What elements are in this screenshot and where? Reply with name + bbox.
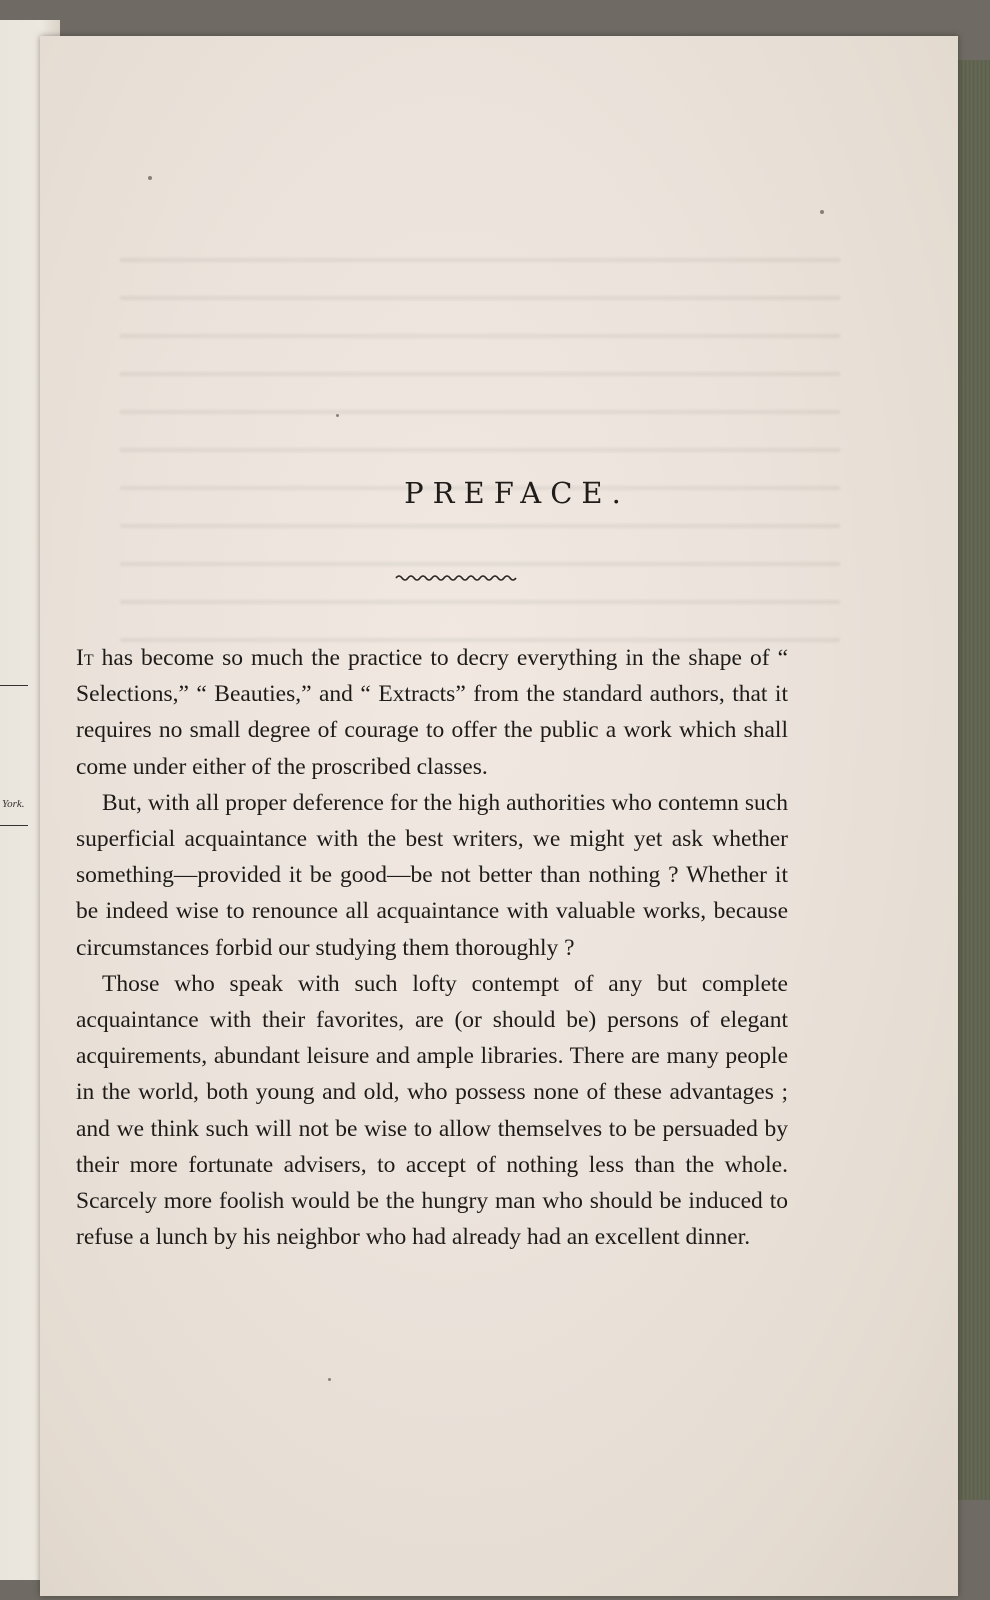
paragraph-2: But, with all proper deference for the high authorities who contemn such superficial acquaintance with the best writers, we might yet ask whether something—provided it be good—be not better than nothing ? Whether it be indeed wise to renounce all acquaintance with valuable works, because circumstances forbid our studying them thoroughly ?: [76, 789, 788, 961]
paragraph-3: Those who speak with such lofty contempt of any but complete acquaintance with their favorites, are (or should be) persons of elegant acquirements, abundant leisure and ample libraries. There are many people in the world, both young and old, who possess none of these advantages ; and we think such will not be wise to allow themselves to be persuaded by their more fortunate advisers, to accept of nothing less than the whole. Scarcely more foolish would be the hungry man who should be induced to refuse a lunch by his neighbor who had already had an excellent dinner.: [76, 970, 788, 1251]
paper-speck: [328, 1378, 331, 1381]
left-page-fragment: York.: [2, 798, 25, 810]
wavy-rule-ornament: [394, 570, 518, 584]
paragraph-1-lead: It: [76, 645, 94, 671]
paper-speck: [336, 414, 339, 417]
preface-body: [76, 640, 788, 1255]
show-through-text: [120, 236, 840, 656]
paper-speck: [820, 210, 824, 214]
page-title: PREFACE.: [404, 476, 630, 510]
left-page-rule-bottom: [0, 825, 28, 826]
paper-speck: [148, 176, 152, 180]
book-page: [40, 36, 958, 1596]
left-page-rule-top: [0, 685, 28, 686]
paragraph-1-text: has become so much the practice to decry everything in the shape of “ Selections,” “ Beauties,” and “ Extracts” from the standard authors, that it requires no small degree of courage to offer the public a work which shall come under either of the proscribed classes.: [76, 645, 788, 780]
paragraph-1: [76, 640, 788, 785]
